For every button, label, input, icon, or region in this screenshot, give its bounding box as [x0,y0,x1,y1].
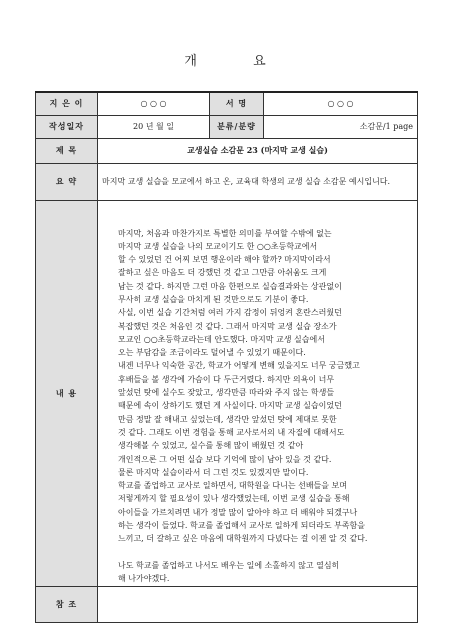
content-label: 내 용 [36,200,98,586]
content-line: 사실, 이번 실습 기간처럼 여러 가지 감정이 뒤엉켜 혼란스러웠던 [118,308,342,318]
content-line: 것 같다. 그래도 이번 경험을 통해 교사로서의 내 자질에 대해서도 [118,427,345,437]
category-value: 소감문/1 page [264,115,418,138]
content-line: 해 나가야겠다. [118,574,170,584]
date-label: 작성일자 [36,115,98,138]
content-line: 모교인 ○○초등학교라는데 안도했다. 마지막 교생 실습에서 [118,334,325,344]
reference-label: 참 조 [36,586,98,622]
content-line: 학교를 졸업하고 교사로 일하면서, 대학원을 다니는 선배들을 보며 [118,481,347,491]
content-line: 할 수 있었던 건 어찌 보면 행운이라 해야 할까? 마지막이라서 [118,255,331,265]
content-line: 무사히 교생 실습을 마치게 된 것만으로도 기분이 좋다. [118,294,309,304]
summary-label: 요 약 [36,163,98,200]
category-label: 분류/분량 [210,115,264,138]
content-line: 만큼 정말 잘 해내고 싶었는데, 생각만 앞섰던 탓에 제대로 못한 [118,414,337,424]
content-line: 아이들을 가르치려면 내가 정말 많이 알아야 하고 더 배워야 되겠구나 [118,507,358,517]
content-line: 생각해볼 수 있었고, 실수를 통해 많이 배웠던 것 같아 [118,441,304,451]
summary-form-table [35,91,418,623]
content-line: 내겐 너무나 익숙한 공간, 학교가 어떻게 변해 있을지도 너무 궁금했고 [118,361,360,371]
content-line: 물론 마지막 실습이라서 더 그런 것도 있겠지만 말이다. [118,467,309,477]
content-line: 후배들을 볼 생각에 가슴이 다 두근거렸다. 하지만 의욕이 너무 [118,374,335,384]
content-line: 잘하고 싶은 마음도 더 강했던 것 같고 그만큼 아쉬움도 크게 [118,268,327,278]
content-line: 남는 것 같다. 하지만 그런 마음 한편으로 실습결과와는 상관없이 [118,281,342,291]
content-line: 하는 생각이 들었다. 학교를 졸업해서 교사로 일하게 되더라도 부족함을 [118,521,365,531]
content-line: 복잡했던 것은 처음인 것 같다. 그래서 마지막 교생 실습 장소가 [118,321,337,331]
author-value: ○ ○ ○ [98,92,210,115]
content-line: 앞섰던 탓에 실수도 잦았고, 생각만큼 따라와 주지 않는 학생들 [118,388,335,398]
signature-label: 서 명 [210,92,264,115]
reference-value [98,586,418,622]
content-line: 마지막, 처음과 마찬가지로 특별한 의미를 부여할 수밖에 없는 [118,228,332,238]
subject-value: 교생실습 소감문 23 (마지막 교생 실습) [98,138,418,163]
content-body [98,200,418,586]
content-line: 때문에 속이 상하기도 했던 게 사실이다. 마지막 교생 실습이었던 [118,401,342,411]
content-lines [118,227,409,586]
content-line: 마지막 교생 실습을 나의 모교이기도 한 ○○초등학교에서 [118,241,318,251]
signature-value: ○ ○ ○ [264,92,418,115]
subject-label: 제 목 [36,138,98,163]
date-value: 20 년 월 일 [98,115,210,138]
content-line [118,546,409,559]
author-label: 지 은 이 [36,92,98,115]
content-line: 오는 부담감을 조금이라도 덜어낼 수 있었기 때문이다. [118,348,306,358]
content-line: 나도 학교를 졸업하고 나서도 배우는 일에 소홀하지 않고 열심히 [118,560,340,570]
content-line: 느끼고, 더 갈하고 싶은 마음에 대학원까지 다녔다는 걸 이젠 알 것 같다. [118,534,368,544]
summary-value: 마지막 교생 실습을 모교에서 하고 온, 교육대 학생의 교생 실습 소감문 예시입니다. [98,163,418,200]
content-line: 저렇게까지 할 필요성이 있나 생각했었는데, 이번 교생 실습을 통해 [118,494,350,504]
page-title: 개 요 [184,54,292,69]
content-line: 개인적으론 그 어떤 실습 보다 기억에 많이 남아 있을 것 같다. [118,454,332,464]
